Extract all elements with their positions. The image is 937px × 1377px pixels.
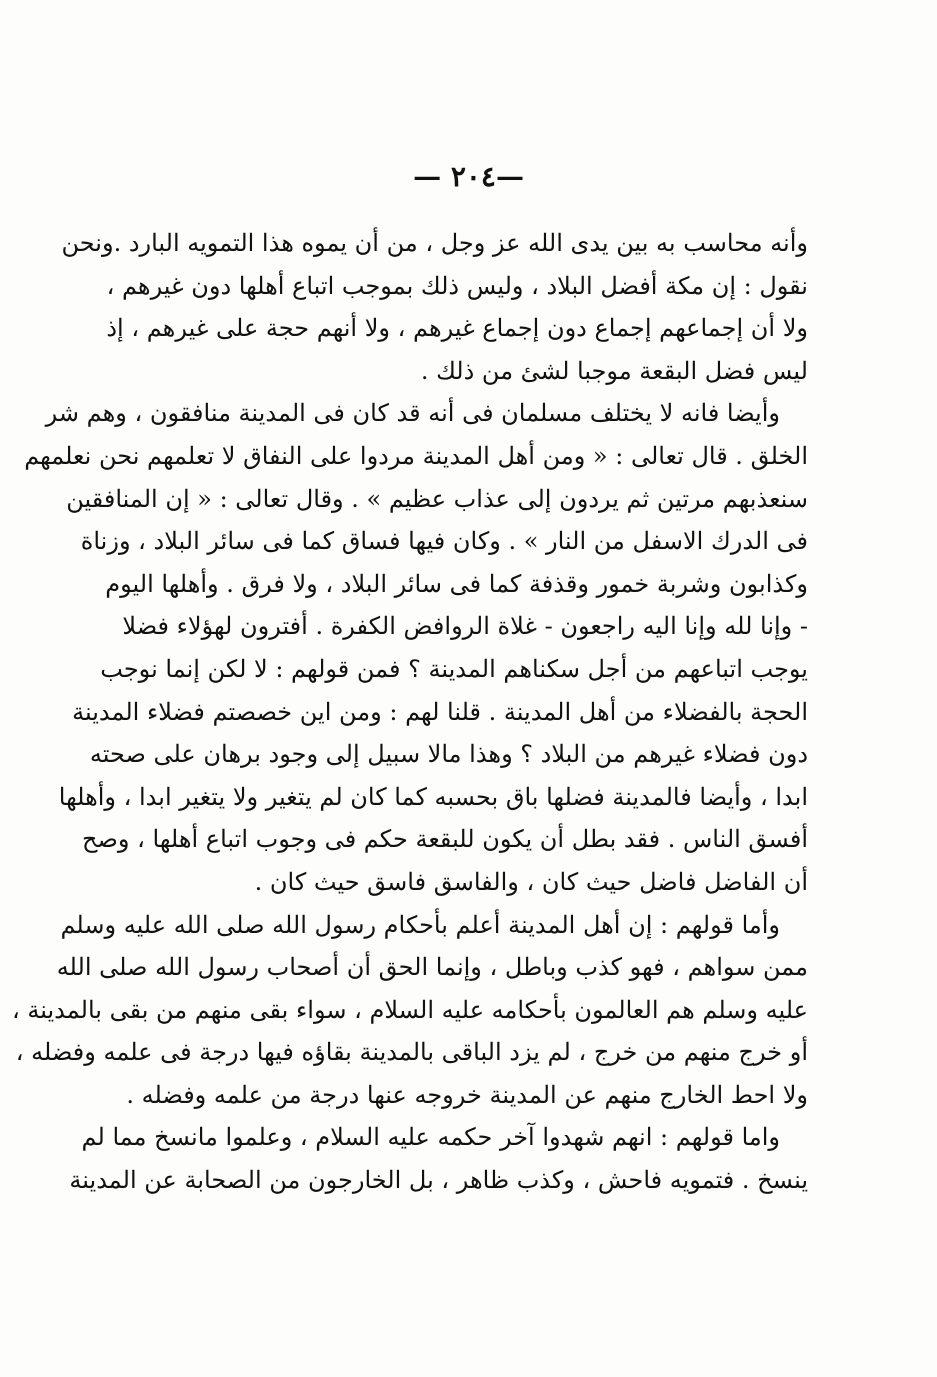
- text-line: ولا أن إجماعهم إجماع دون إجماع غيرهم ، ولا أنهم حجة على غيرهم ، إذ: [106, 314, 808, 343]
- text-line: دون فضلاء غيرهم من البلاد ؟ وهذا مالا سبيل إلى وجود برهان على صحته: [89, 740, 808, 769]
- text-line: سنعذبهم مرتين ثم يردون إلى عذاب عظيم » . وقال تعالى : « إن المنافقين: [66, 484, 808, 513]
- text-line: أن الفاضل فاضل حيث كان ، والفاسق فاسق حيث كان .: [254, 867, 808, 896]
- text-line: نقول : إن مكة أفضل البلاد ، وليس ذلك بموجب اتباع أهلها دون غيرهم ،: [106, 271, 808, 300]
- text-line: ابدا ، وأيضا فالمدينة فضلها باق بحسبه كما كان لم يتغير ولا يتغير ابدا ، وأهلها: [58, 782, 808, 811]
- text-line: وكذابون وشربة خمور وقذفة كما فى سائر البلاد ، ولا فرق . وأهلها اليوم: [105, 569, 808, 598]
- text-line: ينسخ . فتمويه فاحش ، وكذب ظاهر ، بل الخارجون من الصحابة عن المدينة: [69, 1166, 808, 1195]
- text-line: أفسق الناس . فقد بطل أن يكون للبقعة حكم فى وجوب اتباع أهلها ، وصح: [82, 825, 808, 854]
- text-line: الخلق . قال تعالى : « ومن أهل المدينة مردوا على النفاق لا تعلمهم نحن نعلمهم: [24, 441, 808, 470]
- text-line: وأيضا فانه لا يختلف مسلمان فى أنه قد كان فى المدينة منافقون ، وهم شر: [45, 399, 780, 428]
- text-line: ممن سواهم ، فهو كذب وباطل ، وإنما الحق أن أصحاب رسول الله صلى الله: [56, 953, 808, 982]
- text-line: - وإنا لله وإنا اليه راجعون - غلاة الروافض الكفرة . أفترون لهؤلاء فضلا: [122, 612, 808, 641]
- text-line: وأما قولهم : إن أهل المدينة أعلم بأحكام رسول الله صلى الله عليه وسلم: [60, 910, 780, 939]
- text-line: وأنه محاسب به بين يدى الله عز وجل ، من أن يموه هذا التمويه البارد .ونحن: [61, 229, 808, 257]
- text-line: الحجة بالفضلاء من أهل المدينة . قلنا لهم : ومن اين خصصتم فضلاء المدينة: [72, 697, 808, 726]
- text-line: فى الدرك الاسفل من النار » . وكان فيها فساق كما فى سائر البلاد ، وزناة: [80, 527, 808, 556]
- text-line: ولا احط الخارج منهم عن المدينة خروجه عنها درجة من علمه وفضله .: [126, 1080, 808, 1109]
- body-text: [12, 222, 808, 1202]
- text-line: أو خرج منهم من خرج ، لم يزد الباقى بالمدينة بقاؤه فيها درجة فى علمه وفضله ،: [15, 1038, 808, 1067]
- text-line: ليس فضل البقعة موجبا لشئ من ذلك .: [420, 356, 808, 385]
- text-line: عليه وسلم هم العالمون بأحكامه عليه السلام ، سواء بقى منهم من بقى بالمدينة ،: [12, 995, 808, 1024]
- text-line: يوجب اتباعهم من أجل سكناهم المدينة ؟ فمن قولهم : لا لكن إنما نوجب: [100, 654, 808, 683]
- text-line: واما قولهم : انهم شهدوا آخر حكمه عليه السلام ، وعلموا مانسخ مما لم: [81, 1123, 780, 1152]
- page-number: —٢٠٤ —: [413, 160, 524, 193]
